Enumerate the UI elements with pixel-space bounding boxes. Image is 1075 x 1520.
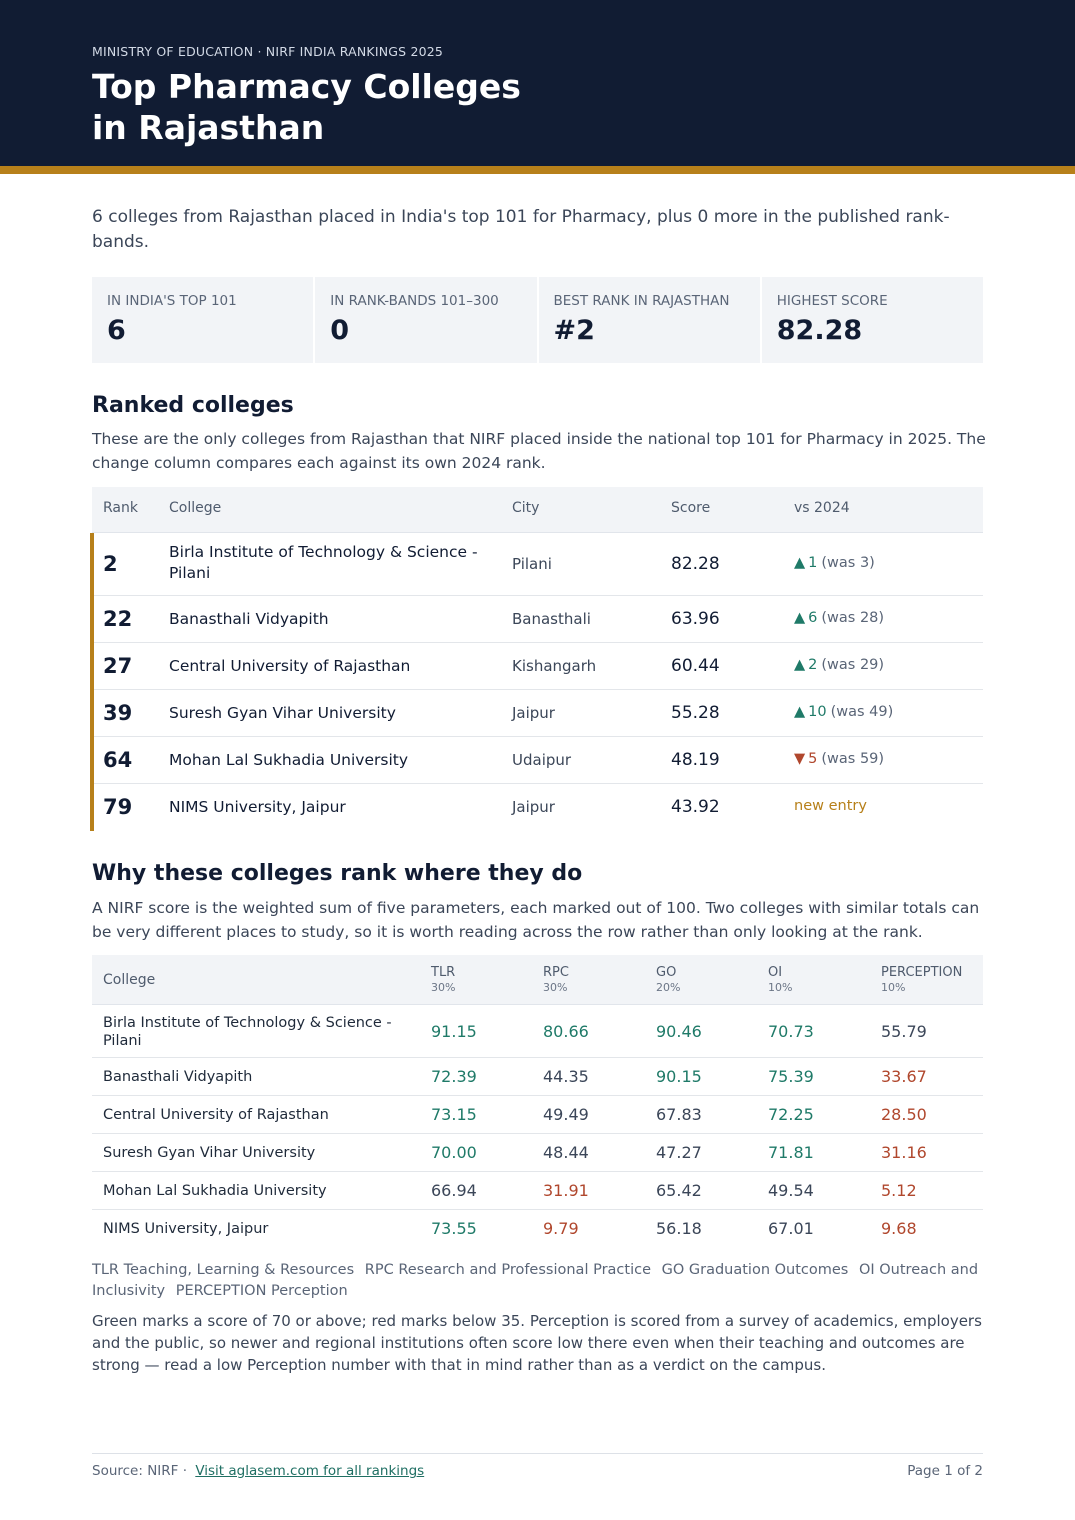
college-cell: Mohan Lal Sukhadia University [103,1183,327,1199]
score-rpc: 80.66 [543,1021,589,1041]
previous-rank: (was 59) [821,750,885,767]
stat-card-best-rank [539,277,760,363]
table-header [92,955,983,1005]
change-cell [794,798,867,814]
page-header [0,0,1075,166]
table-row [92,1005,983,1058]
column-header-perception [881,965,962,994]
score-oi: 70.73 [768,1021,814,1041]
score-go: 90.15 [656,1067,702,1086]
stat-card-rank-bands [315,277,536,363]
college-cell: Birla Institute of Technology & Science -Pilani [169,543,478,582]
stat-label: BEST RANK IN RAJASTHAN [553,293,730,309]
stat-value: 0 [330,315,350,346]
score-go: 90.46 [656,1021,702,1041]
rank-change: 6 [808,609,818,626]
score-tlr: 73.15 [431,1105,477,1124]
score-perception: 31.16 [881,1143,927,1162]
table-row [92,1134,983,1172]
city-cell: Jaipur [512,703,555,722]
stat-value: 6 [107,315,126,346]
footer-divider [92,1453,983,1454]
change-cell [794,657,884,673]
arrow-up-icon: ▲ [794,656,806,673]
column-header-oi [768,965,792,994]
change-cell [794,555,875,571]
rank-change: 2 [808,656,818,673]
previous-rank: (was 3) [821,554,875,571]
score-cell: 43.92 [671,796,720,817]
header-eyebrow: MINISTRY OF EDUCATION · NIRF INDIA RANKINGS 2025 [92,44,444,59]
params-description: A NIRF score is the weighted sum of five parameters, each marked out of 100. Two colleges with similar totals can be very different places to study, so it is worth reading across the row rather than only looking at the rank. [92,899,980,941]
arrow-down-icon: ▼ [794,750,806,767]
table-header [92,487,983,533]
table-row [94,643,983,690]
score-rpc: 48.44 [543,1143,589,1162]
previous-rank: (was 29) [821,656,885,673]
parameter-weight: 10% [768,981,793,994]
column-header-tlr [431,965,455,994]
score-tlr: 66.94 [431,1181,477,1200]
score-rpc: 44.35 [543,1067,589,1086]
page-title-line-2: in Rajasthan [92,108,325,147]
college-cell: Banasthali Vidyapith [103,1069,253,1085]
score-cell: 82.28 [671,553,720,574]
parameter-legend [92,1260,987,1302]
college-cell: Birla Institute of Technology & Science -Pilani [103,1015,392,1049]
score-cell: 55.28 [671,702,720,723]
city-cell: Udaipur [512,750,572,769]
legend-item: RPC Research and Professional Practice [364,1262,651,1278]
previous-rank: (was 28) [821,609,885,626]
parameter-weight: 30% [431,981,456,994]
legend-item: GO Graduation Outcomes [661,1262,849,1278]
score-cell: 63.96 [671,608,720,629]
legend-item: PERCEPTION Perception [175,1283,348,1299]
ranked-heading: Ranked colleges [92,393,294,418]
score-cell: 60.44 [671,655,720,676]
table-row [94,690,983,737]
params-heading: Why these colleges rank where they do [92,861,583,886]
source-text: Source: NIRF · [92,1463,188,1479]
previous-rank: (was 49) [830,703,894,720]
column-header-college: College [169,500,222,516]
score-tlr: 73.55 [431,1219,477,1238]
arrow-up-icon: ▲ [794,703,806,720]
stat-card-highest-score [762,277,983,363]
parameter-name: GO [656,965,677,980]
score-cell: 48.19 [671,749,720,770]
column-header-rank: Rank [103,500,138,516]
intro-text: 6 colleges from Rajasthan placed in India's top 101 for Pharmacy, plus 0 more in the published rank-bands. [92,207,950,252]
score-rpc: 9.79 [543,1219,579,1238]
table-row [94,533,983,596]
score-tlr: 72.39 [431,1067,477,1086]
college-cell: Mohan Lal Sukhadia University [169,750,409,769]
column-header-city: City [512,500,540,516]
parameter-name: OI [768,965,783,980]
score-oi: 49.54 [768,1181,814,1200]
score-perception: 33.67 [881,1067,927,1086]
arrow-up-icon: ▲ [794,554,806,571]
score-go: 65.42 [656,1181,702,1200]
score-oi: 72.25 [768,1105,814,1124]
arrow-up-icon: ▲ [794,609,806,626]
city-cell: Jaipur [512,797,555,816]
score-rpc: 49.49 [543,1105,589,1124]
stat-label: IN RANK-BANDS 101–300 [330,293,499,309]
stat-label: IN INDIA'S TOP 101 [107,293,237,309]
parameter-name: PERCEPTION [881,965,963,980]
stat-label: HIGHEST SCORE [776,293,888,309]
column-header-rpc [543,965,569,994]
parameter-weight: 30% [543,981,568,994]
table-row [94,737,983,784]
score-oi: 75.39 [768,1067,814,1086]
footer-source [92,1463,424,1479]
score-rpc: 31.91 [543,1181,589,1200]
stat-value: 82.28 [776,315,863,346]
page-title [92,66,692,148]
rank-cell: 22 [103,606,133,631]
ranked-colleges-table [92,487,983,831]
column-header-go [656,965,680,994]
rank-cell: 39 [103,700,133,725]
column-header-vs-2024: vs 2024 [794,500,850,516]
score-tlr: 91.15 [431,1021,477,1041]
stat-value: #2 [553,315,595,346]
college-cell: NIMS University, Jaipur [103,1221,269,1237]
legend-item: OI Outreach and Inclusivity [92,1262,979,1299]
rank-change: 1 [808,554,818,571]
score-perception: 5.12 [881,1181,917,1200]
change-cell [794,704,893,720]
score-go: 47.27 [656,1143,702,1162]
score-tlr: 70.00 [431,1143,477,1162]
score-perception: 55.79 [881,1021,927,1041]
table-row [92,1172,983,1210]
colour-note: Green marks a score of 70 or above; red marks below 35. Perception is scored from a survey of academics, employers and the public, so newer and regional institutions often score low there even when their teaching and outcomes are strong — read a low Perception number with that in mind rather than as a verdict on the campus. [92,1312,982,1374]
table-row [94,784,983,831]
rank-cell: 27 [103,653,133,678]
table-row [92,1096,983,1134]
page-number: Page 1 of 2 [907,1463,983,1479]
column-header-score: Score [671,500,711,516]
city-cell: Pilani [512,554,552,573]
legend-item: TLR Teaching, Learning & Resources [92,1262,355,1278]
college-cell: Central University of Rajasthan [103,1107,329,1123]
rank-cell: 79 [103,794,133,819]
score-go: 67.83 [656,1105,702,1124]
table-row [92,1058,983,1096]
score-perception: 9.68 [881,1219,917,1238]
stat-card-top101 [92,277,313,363]
college-cell: Suresh Gyan Vihar University [103,1145,316,1161]
table-row [92,1210,983,1248]
rank-cell: 64 [103,747,133,772]
college-cell: Banasthali Vidyapith [169,609,329,628]
college-cell: Suresh Gyan Vihar University [169,703,396,722]
score-oi: 71.81 [768,1143,814,1162]
table-body [92,1005,983,1248]
rank-change: 10 [808,703,827,720]
aglasem-link[interactable]: Visit aglasem.com for all rankings [195,1463,425,1479]
parameter-weight: 10% [881,981,906,994]
header-accent-bar [0,166,1075,174]
change-cell [794,751,884,767]
table-body [90,533,983,831]
parameter-weight: 20% [656,981,681,994]
score-perception: 28.50 [881,1105,927,1124]
college-cell: Central University of Rajasthan [169,656,411,675]
change-cell [794,610,884,626]
college-cell: NIMS University, Jaipur [169,797,346,816]
rank-change: 5 [808,750,818,767]
city-cell: Banasthali [512,609,591,628]
city-cell: Kishangarh [512,656,597,675]
table-row [94,596,983,643]
page-title-line-1: Top Pharmacy Colleges [92,67,521,106]
score-go: 56.18 [656,1219,702,1238]
column-header-college: College [103,972,156,988]
ranked-description: These are the only colleges from Rajasthan that NIRF placed inside the national top 101 for Pharmacy in 2025. The change column compares each against its own 2024 rank. [92,430,986,472]
score-oi: 67.01 [768,1219,814,1238]
parameter-name: TLR [431,965,456,980]
rank-cell: 2 [103,551,118,576]
parameters-table [92,955,983,1248]
new-entry-label: new entry [794,797,867,814]
parameter-name: RPC [543,965,569,980]
stats-row [92,277,983,363]
